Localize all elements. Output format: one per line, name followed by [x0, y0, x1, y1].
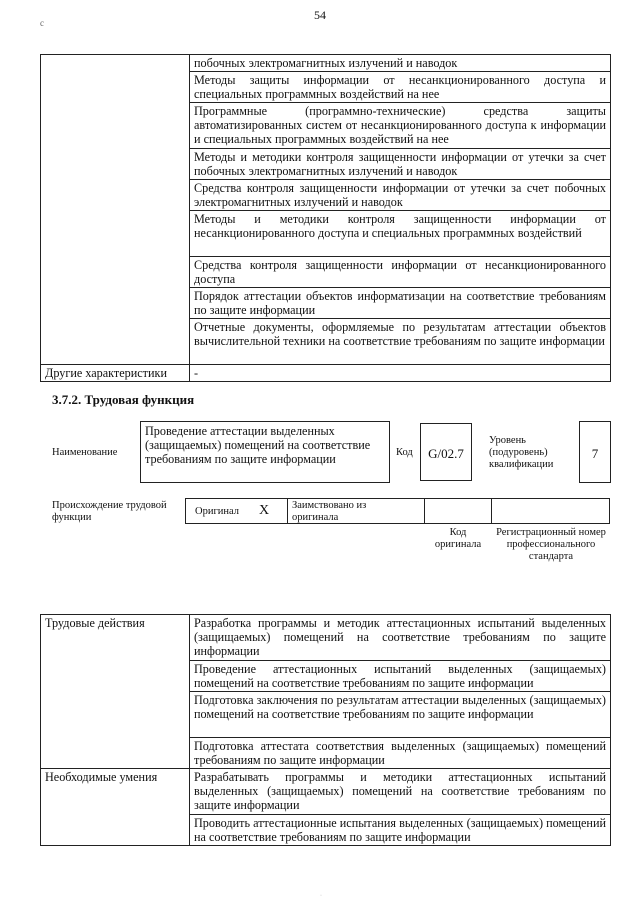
- knowledge-item: Средства контроля защищенности информации от несанкционированного доступа: [190, 257, 611, 288]
- knowledge-item: Программные (программно-технические) средства защиты автоматизированных систем от несанкционированного доступа к информации и специальных программных воздействий на нее: [190, 103, 611, 149]
- level-value-box: [579, 421, 611, 483]
- code-value: G/02.7: [428, 446, 464, 461]
- page-number: 54: [314, 8, 326, 22]
- origin-row: [185, 498, 610, 524]
- code-original-caption: Код оригинала: [434, 527, 482, 550]
- action-item: Разработка программы и методик аттестационных испытаний выделенных (защищаемых) помещений на соответствие требованиям по защите информации: [190, 615, 611, 661]
- action-item: Проведение аттестационных испытаний выделенных (защищаемых) помещений на соответствие требованиям по защите информации: [190, 661, 611, 692]
- section-title: 3.7.2. Трудовая функция: [52, 392, 195, 407]
- actions-table: [40, 614, 611, 846]
- origin-divider: [491, 498, 492, 524]
- knowledge-label-cell: [41, 55, 190, 365]
- other-characteristics-value: -: [190, 365, 611, 382]
- level-value: 7: [591, 446, 599, 461]
- knowledge-item: Порядок аттестации объектов информатизации на соответствие требованиям по защите информации: [190, 288, 611, 319]
- borrowed-label: Заимствовано из оригинала: [292, 500, 367, 523]
- scan-dot: ·: [320, 893, 322, 899]
- group-label-skills: Необходимые умения: [41, 769, 190, 846]
- corner-mark: c: [40, 18, 44, 28]
- knowledge-item: Методы и методики контроля защищенности информации от несанкционированного доступа и специальных программных воздействий: [190, 211, 611, 257]
- level-label: Уровень (подуровень) квалификации: [489, 435, 554, 470]
- action-item: Подготовка заключения по результатам аттестации выделенных (защищаемых) помещений на соответствие требованиям по защите информации: [190, 692, 611, 738]
- name-label: Наименование: [52, 447, 118, 458]
- action-item: Подготовка аттестата соответствия выделенных (защищаемых) помещений требованиям по защите информации: [190, 738, 611, 769]
- skill-item: Проводить аттестационные испытания выделенных (защищаемых) помещений на соответствие требованиям по защите информации: [190, 815, 611, 846]
- origin-divider: [287, 498, 288, 524]
- original-mark: X: [259, 503, 270, 518]
- knowledge-table: [40, 54, 611, 382]
- registration-caption: Регистрационный номер профессионального стандарта: [496, 527, 606, 562]
- other-characteristics-label: Другие характеристики: [41, 365, 190, 382]
- knowledge-item: побочных электромагнитных излучений и наводок: [190, 55, 611, 72]
- knowledge-item: Средства контроля защищенности информации от утечки за счет побочных электромагнитных излучений и наводок: [190, 180, 611, 211]
- code-value-box: [420, 423, 472, 481]
- knowledge-item: Методы защиты информации от несанкционированного доступа и специальных программных воздействий на нее: [190, 72, 611, 103]
- knowledge-item: Методы и методики контроля защищенности информации от утечки за счет побочных электромагнитных излучений и наводок: [190, 149, 611, 180]
- name-value: Проведение аттестации выделенных (защищаемых) помещений на соответствие требованиям по защите информации: [145, 424, 371, 466]
- original-label: Оригинал: [195, 506, 239, 517]
- code-label: Код: [396, 447, 413, 458]
- group-label-actions: Трудовые действия: [41, 615, 190, 769]
- skill-item: Разрабатывать программы и методики аттестационных испытаний выделенных (защищаемых) помещений на соответствие требованиям по защите информации: [190, 769, 611, 815]
- knowledge-item: Отчетные документы, оформляемые по результатам аттестации объектов вычислительной техники на соответствие требованиям по защите информации: [190, 319, 611, 365]
- name-value-box: [140, 421, 390, 483]
- origin-label: Происхождение трудовой функции: [52, 500, 167, 523]
- origin-divider: [424, 498, 425, 524]
